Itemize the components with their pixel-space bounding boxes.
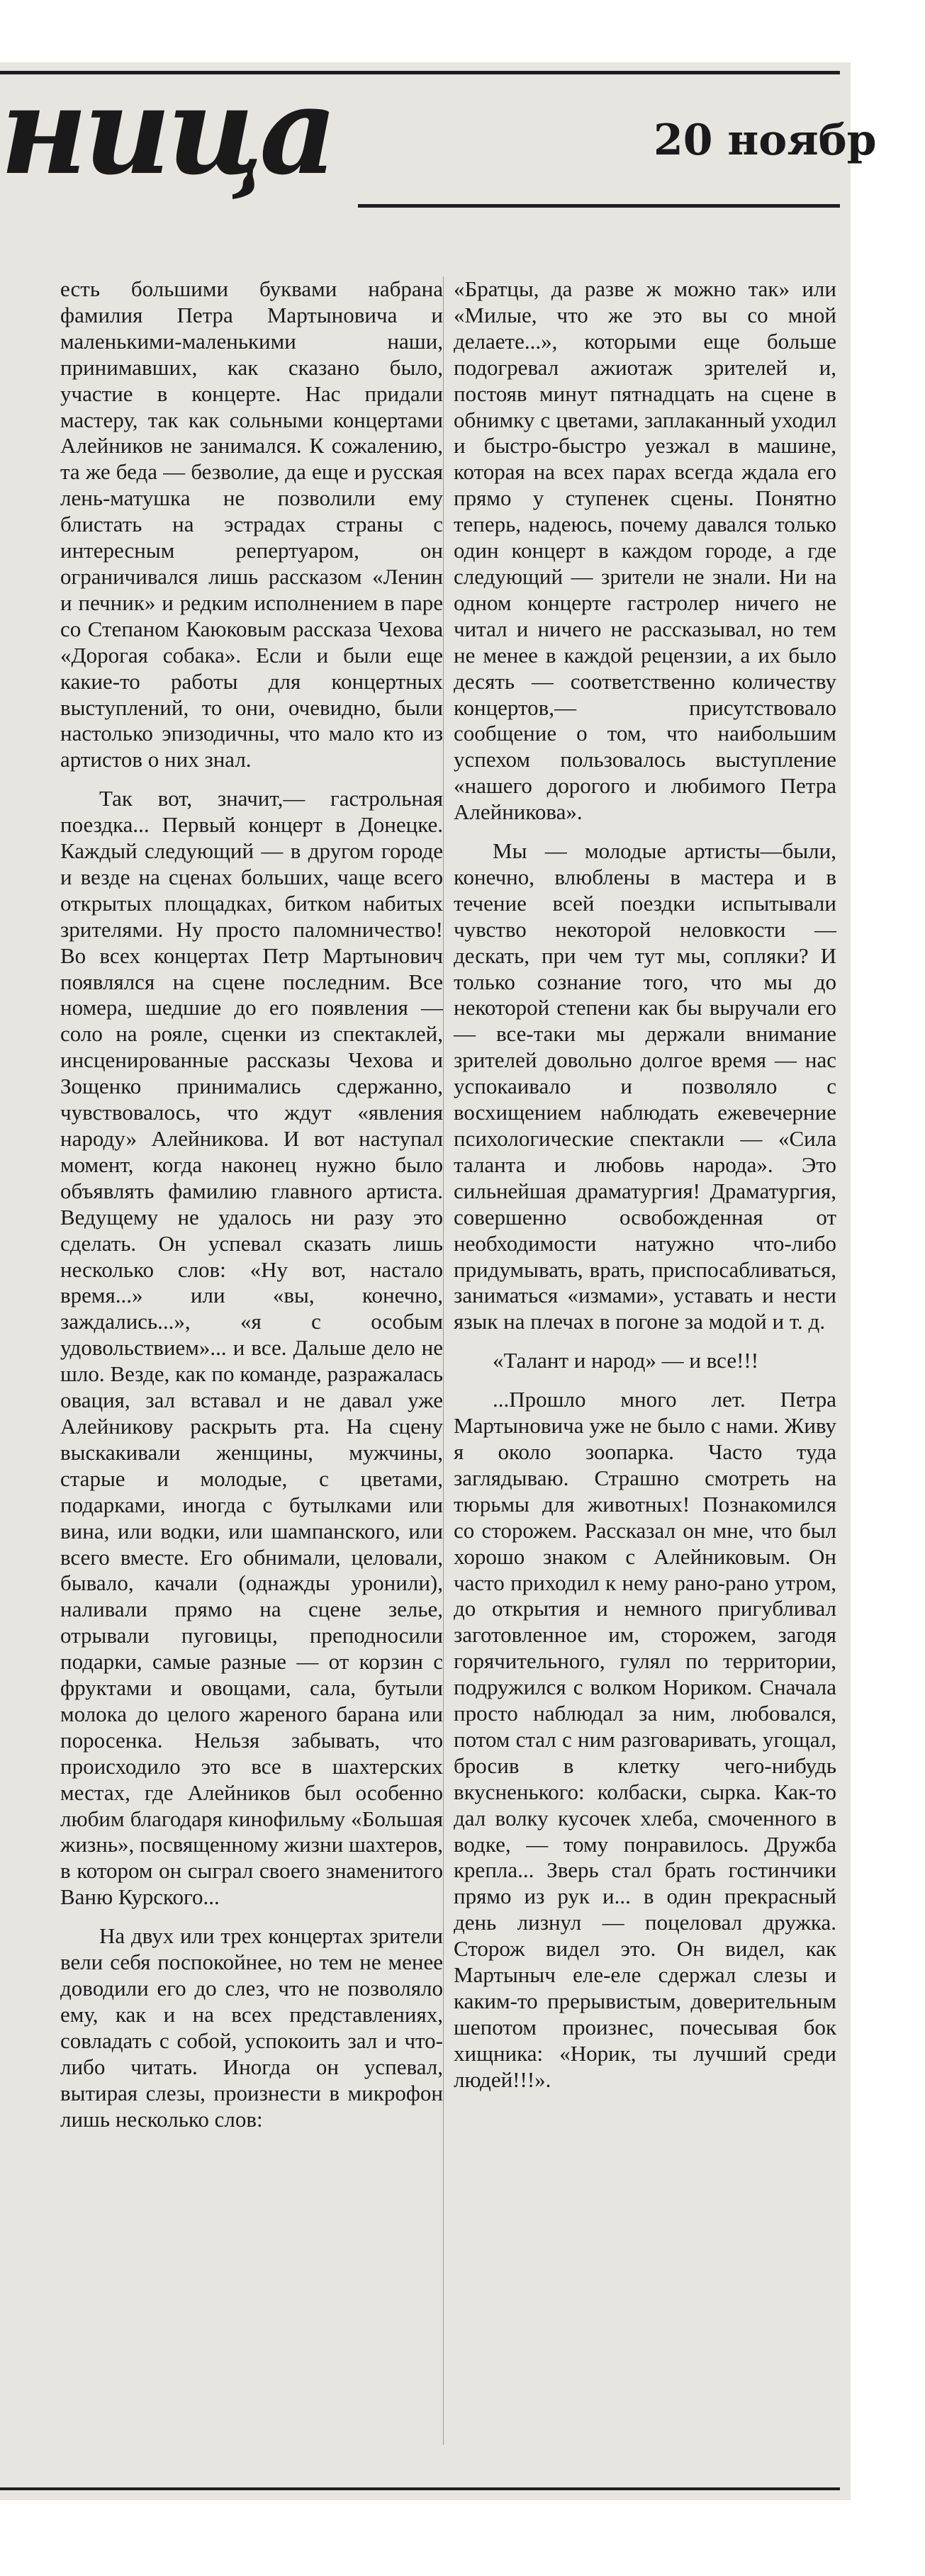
paragraph: Так вот, значит,— гастрольная поездка... Первый концерт в Донецке. Каждый следующий — в другом городе и везде на сценах больших, чаще всего открытых площадках, битком набитых зрителями. Ну просто паломничество! Во всех концертах Петр Мартынович появлялся на сцене последним. Все номера, шедшие до его появления —соло на рояле, сценки из спектаклей, инсценированные рассказы Чехова и Зощенко принимались сдержанно, чувствовалось, что ждут «явления народу» Алейникова. И вот наступал момент, когда наконец нужно было объявлять фамилию главного артиста. Ведущему не удалось ни разу это сделать. Он успевал сказать лишь несколько слов: «Ну вот, настало время...» или «вы, конечно, заждались...», «я с особым удовольствием»... и все. Дальше дело не шло. Везде, как по команде, разражалась овация, зал вставал и не давал уже Алейникову раскрыть рта. На сцену выскакивали женщины, мужчины, старые и молодые, с цветами, подарками, иногда с бутылками или вина, или водки, или шампанского, или всего вместе. Его обнимали, целовали, бывало, качали (однажды уронили), наливали прямо на сцене зелье, отрывали пуговицы, преподносили подарки, самые разные — от корзин с фруктами и овощами, сала, бутыли молока до целого жареного барана или поросенка. Нельзя забывать, что происходило это все в шахтерских местах, где Алейников был особенно любим благодаря кинофильму «Большая жизнь», посвященному жизни шахтеров, в котором он сыграл своего знаменитого Ваню Курского... [60,786,443,1910]
paragraph: ...Прошло много лет. Петра Мартыновича уже не было с нами. Живу я около зоопарка. Часто туда заглядываю. Страшно смотреть на тюрьмы для животных! Познакомился со сторожем. Рассказал он мне, что был хорошо знаком с Алейниковым. Он часто приходил к нему рано-рано утром, до открытия и немного пригубливал заготовленное им, сторожем, загодя горячительного, гулял по территории, подружился с волком Нориком. Сначала просто наблюдал за ним, любовался, потом стал с ним разговаривать, угощал, бросив в клетку чего-нибудь вкусненького: колбаски, сырка. Как-то дал волку кусочек хлеба, смоченного в водке, — тому понравилось. Дружба крепла... Зверь стал брать гостинчики прямо из рук и... в один прекрасный день лизнул — поцеловал дружка. Сторож видел это. Он видел, как Мартыныч еле-еле сдержал слезы и каким-то прерывистым, доверительным шепотом произнес, почесывая бок хищника: «Норик, ты лучший среди людей!!!». [454,1387,836,2092]
article-column-left [60,276,443,2145]
paragraph: «Братцы, да разве ж можно так» или «Милые, что же это вы со мной делаете...», которыми еще больше подогревал ажиотаж зрителей и, постояв минут пятнадцать на сцене в обнимку с цветами, заплаканный уходил и быстро-быстро уезжал в машине, которая на всех парах всегда ждала его прямо у ступенек сцены. Понятно теперь, надеюсь, почему давался только один концерт в каждом городе, а где следующий — зрители не знали. Ни на одном концерте гастролер ничего не читал и ничего не рассказывал, но тем не менее в каждой рецензии, а их было десять — соответственно количеству концертов,— присутствовало сообщение о том, что наибольшим успехом пользовалось выступление «нашего дорогого и любимого Петра Алейникова». [454,276,836,825]
masthead [0,60,877,211]
column-divider [443,276,444,2445]
section-heading: ница [0,60,334,202]
paragraph: На двух или трех концертах зрители вели себя поспокойнее, но тем не менее доводили его до слез, что не позволяло ему, как и на всех представлениях, совладать с собой, успокоить зал и что-либо читать. Иногда он успевал, вытирая слезы, произнести в микрофон лишь несколько слов: [60,1923,443,2132]
bottom-rule [0,2487,840,2490]
paragraph: «Талант и народ» — и все!!! [493,1348,759,1373]
issue-date: 20 ноябр [654,116,877,165]
heading-underline [358,204,840,208]
article-column-right [454,276,836,2106]
paragraph: Мы — молодые артисты—были, конечно, влюблены в мастера и в течение всей поездки испытывали чувство некоторой неловкости — дескать, при чем тут мы, сопляки? И только сознание того, что мы до некоторой степени как бы выручали его — все-таки мы держали внимание зрителей довольно долгое время — нас успокаивало и позволяло с восхищением наблюдать ежевечерние психологические спектакли — «Сила таланта и любовь народа». Это сильнейшая драматургия! Драматургия, совершенно освобожденная от необходимости натужно что-либо придумывать, врать, приспосабливаться, заниматься «измами», уставать и нести язык на плечах в погоне за модой и т. д. [454,838,836,1334]
paragraph: есть большими буквами набрана фамилия Петра Мартыновича и маленькими-маленькими наши, принимавших, как сказано было, участие в концерте. Нас придали мастеру, так как сольными концертами Алейников не занимался. К сожалению, та же беда — безволие, да еще и русская лень-матушка не позволили ему блистать на эстрадах страны с интересным репертуаром, он ограничивался лишь рассказом «Ленин и печник» и редким исполнением в паре со Степаном Каюковым рассказа Чехова «Дорогая собака». Если и были еще какие-то работы для концертных выступлений, то они, очевидно, были настолько эпизодичны, что мало кто из артистов о них знал. [60,276,443,772]
